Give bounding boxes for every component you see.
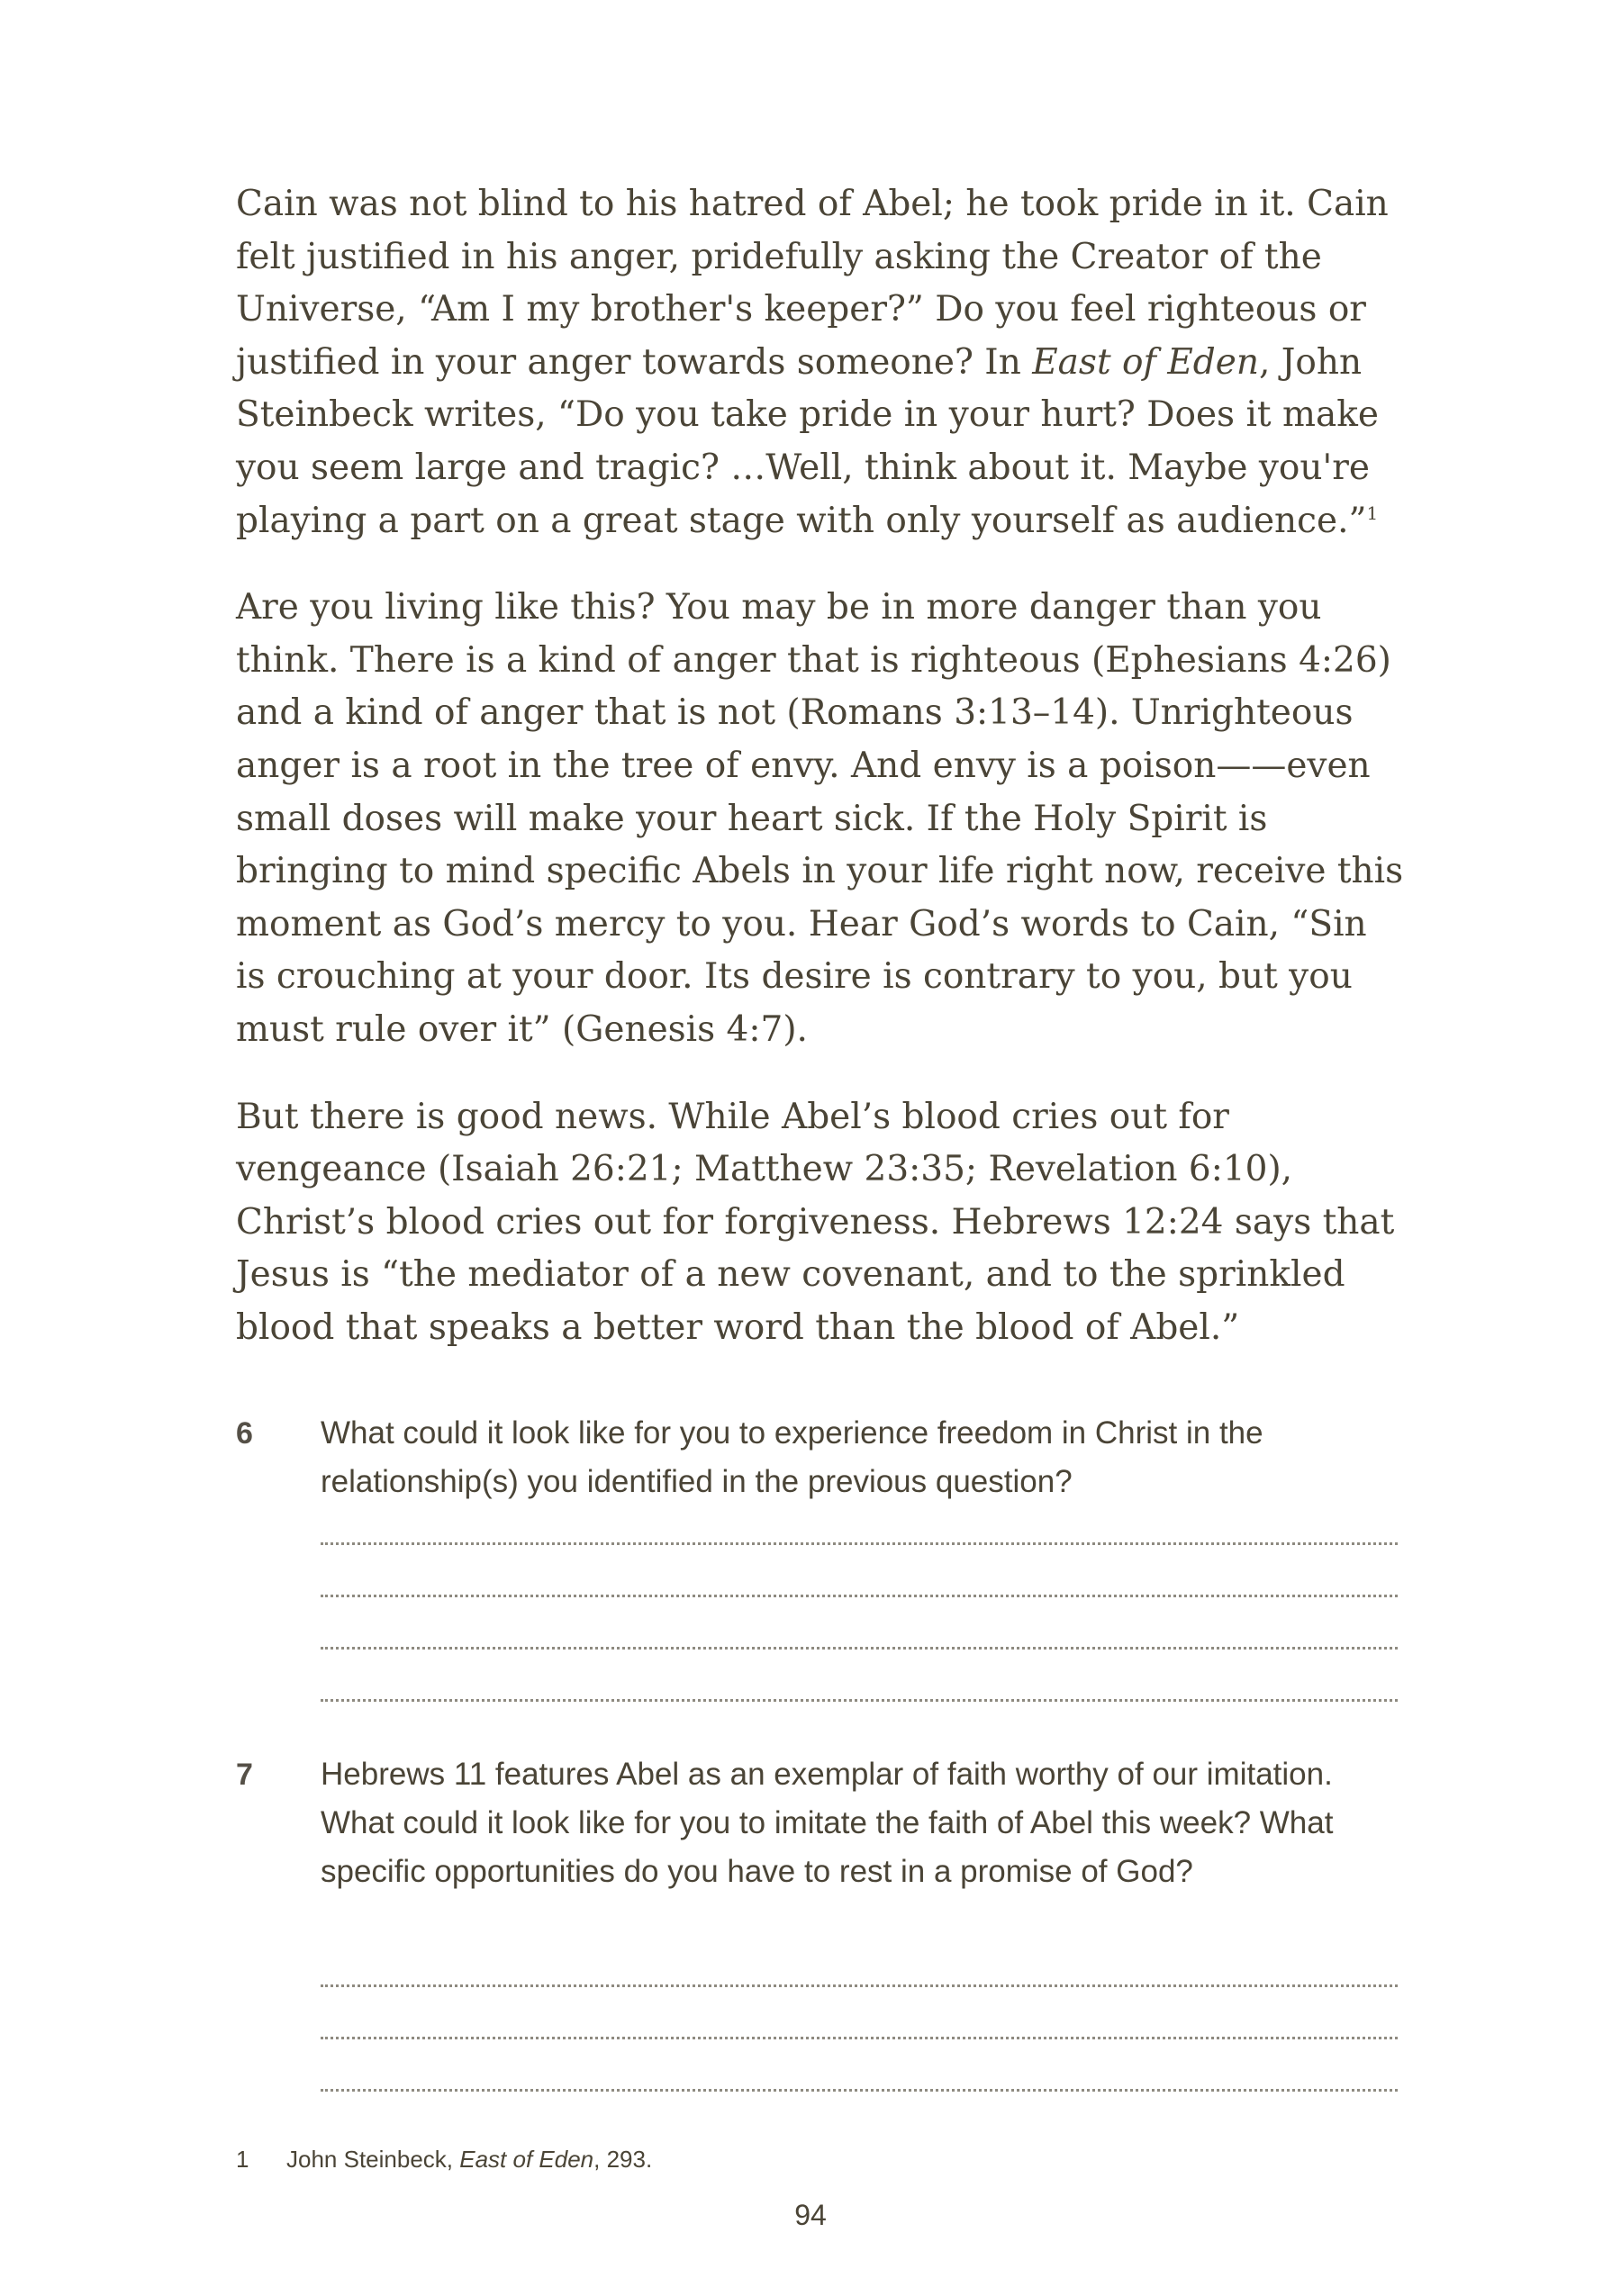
footnote-page: , 293. [593, 2146, 653, 2173]
footnote-reference[interactable]: 1 [1366, 502, 1379, 524]
footnote-author: John Steinbeck, [286, 2146, 460, 2173]
question-number: 7 [236, 1758, 253, 1792]
answer-line[interactable] [321, 1647, 1398, 1650]
paragraph-2: Are you living like this? You may be in more danger than you think. There is a kind of anger that is righteous (Ephesians 4:26) and a kind of anger that is not (Romans 3:13–14). Unrighteous anger is a root in the tree of envy. And envy is a poison——even small doses will make your heart sick. If the Holy Spirit is bringing to mind specific Abels in your life right now, receive this moment as God’s mercy to you. Hear God’s words to Cain, “Sin is crouching at your door. Its desire is contrary to you, but you must rule over it” (Genesis 4:7). [236, 587, 1404, 1050]
body-text [236, 178, 1407, 1388]
paragraph-1 [236, 178, 1407, 547]
answer-line[interactable] [321, 2089, 1398, 2092]
paragraph-1-italic-title: East of Eden [1032, 341, 1259, 383]
question-7 [236, 1750, 1398, 2093]
answer-line[interactable] [321, 1699, 1398, 1702]
question-6 [236, 1409, 1398, 1697]
page-number: 94 [794, 2199, 827, 2231]
paragraph-1-part-2: , John Steinbeck writes, “Do you take pride in your hurt? Does it make you seem large and tragic? …Well, think about it. Maybe you're playing a part on a great stage with only yourself as audience.” [236, 341, 1379, 541]
footnote-text [286, 2143, 652, 2175]
answer-line[interactable] [321, 2037, 1398, 2039]
footnote-number: 1 [236, 2146, 249, 2173]
answer-line[interactable] [321, 1984, 1398, 1987]
footnote-title: East of Eden [459, 2146, 594, 2173]
question-text: What could it look like for you to experience freedom in Christ in the relationship(s) you identified in the previous question? [321, 1415, 1263, 1499]
answer-line[interactable] [321, 1595, 1398, 1597]
paragraph-3: But there is good news. While Abel’s blood cries out for vengeance (Isaiah 26:21; Matthew 23:35; Revelation 6:10), Christ’s blood cries out for forgiveness. Hebrews 12:24 says that Jesus is “the mediator of a new covenant, and to the sprinkled blood that speaks a better word than the blood of Abel.” [236, 1096, 1395, 1348]
question-text: Hebrews 11 features Abel as an exemplar of faith worthy of our imitation. What could it look like for you to imitate the faith of Abel this week? What specific opportunities do you have to rest in a promise of God? [321, 1757, 1334, 1889]
question-number: 6 [236, 1416, 253, 1451]
answer-line[interactable] [321, 1542, 1398, 1545]
paragraph-1-part-1: Cain was not blind to his hatred of Abel; he took pride in it. Cain felt justified in his anger, pridefully asking the Creator of the Universe, “Am I my brother's keeper?” Do you feel righteous or justified in your anger towards someone? In [236, 184, 1389, 383]
